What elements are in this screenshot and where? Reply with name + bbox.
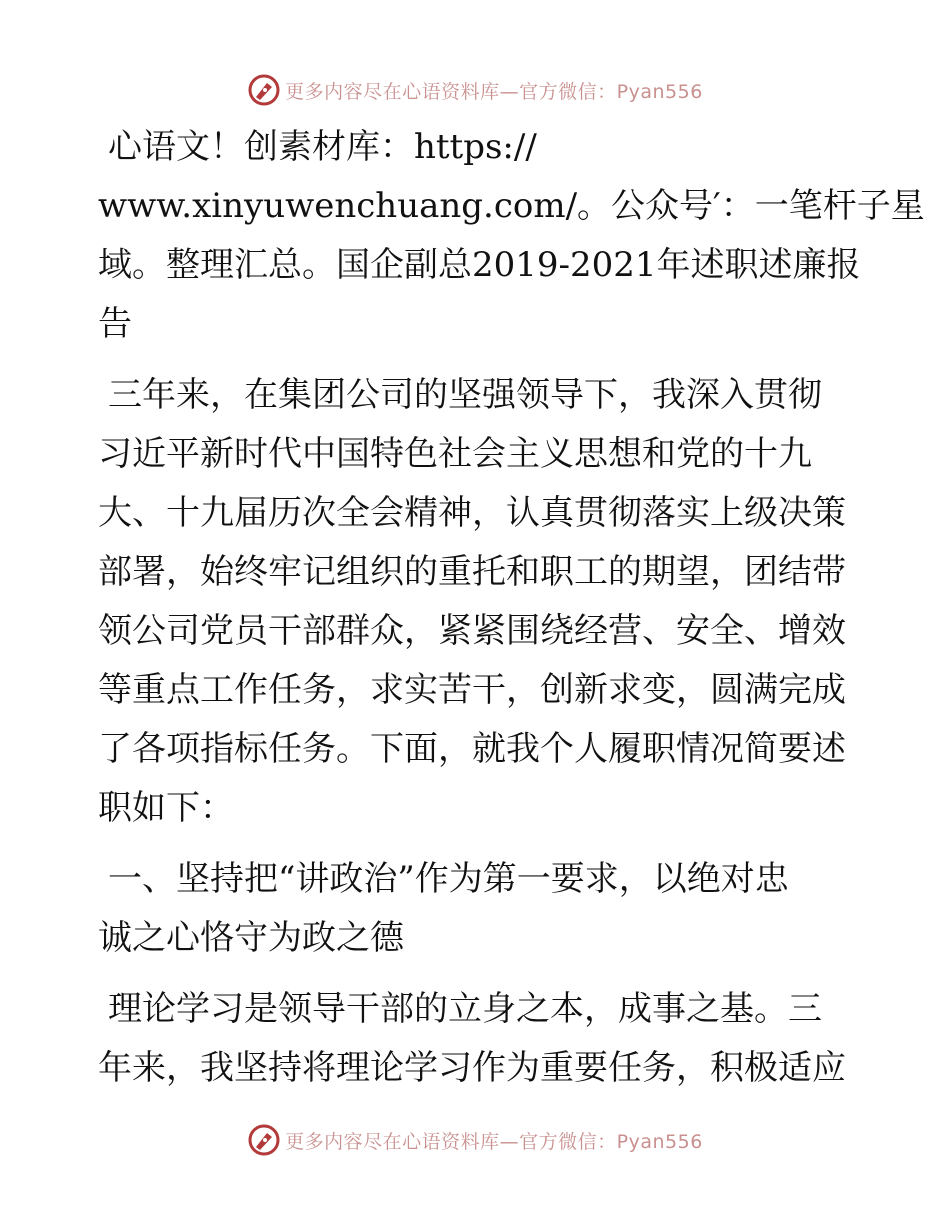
- text-line: 理论学习是领导干部的立身之本，成事之基。三: [108, 989, 822, 1029]
- text-line: 习近平新时代中国特色社会主义思想和党的十九: [98, 434, 812, 474]
- paragraph-intro: [98, 366, 850, 838]
- text-line: www.xinyuwenchuang.com/。公众号′：一笔杆子星: [98, 186, 925, 226]
- footer-banner-text: 更多内容尽在心语资料库—官方微信：Pyan556: [285, 1130, 703, 1153]
- pen-nib-logo-icon: [247, 73, 281, 107]
- paragraph-theory-study: [98, 980, 850, 1098]
- text-line: 三年来，在集团公司的坚强领导下，我深入贯彻: [108, 375, 822, 415]
- document-body: [98, 118, 925, 1110]
- text-line: 一、坚持把“讲政治”作为第一要求，以绝对忠: [108, 859, 789, 899]
- text-line: 等重点工作任务，求实苦干，创新求变，圆满完成: [98, 670, 846, 710]
- header-banner-text: 更多内容尽在心语资料库—官方微信：Pyan556: [285, 80, 703, 103]
- text-line: 了各项指标任务。下面，就我个人履职情况简要述: [98, 729, 846, 769]
- footer-banner: [0, 1120, 950, 1160]
- paragraph-title: [98, 118, 925, 354]
- section-heading-1: [98, 850, 850, 968]
- text-line: 告: [98, 304, 132, 344]
- text-line: 心语文！创素材库：https://: [108, 127, 537, 167]
- text-line: 领公司党员干部群众，紧紧围绕经营、安全、增效: [98, 611, 846, 651]
- text-line: 域。整理汇总。国企副总2019-2021年述职述廉报: [98, 245, 861, 285]
- text-line: 年来，我坚持将理论学习作为重要任务，积极适应: [98, 1048, 846, 1088]
- text-line: 诚之心恪守为政之德: [98, 918, 404, 958]
- text-line: 部署，始终牢记组织的重托和职工的期望，团结带: [98, 552, 846, 592]
- text-line: 职如下：: [98, 788, 234, 828]
- pen-nib-logo-icon: [247, 1123, 281, 1157]
- header-banner: [0, 70, 950, 110]
- text-line: 大、十九届历次全会精神，认真贯彻落实上级决策: [98, 493, 846, 533]
